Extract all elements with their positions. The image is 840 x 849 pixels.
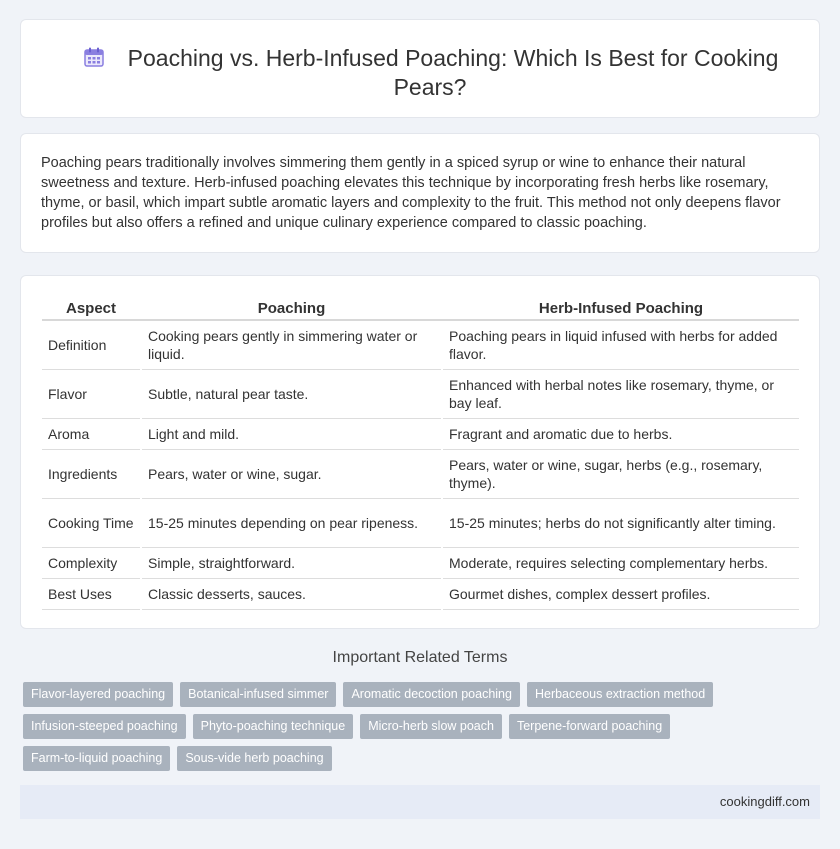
related-terms-title: Important Related Terms: [332, 649, 508, 666]
related-term-tag[interactable]: Terpene-forward poaching: [509, 714, 670, 739]
related-term-tag[interactable]: Botanical-infused simmer: [180, 682, 336, 707]
cell-poaching: Simple, straightforward.: [141, 547, 442, 578]
footer-site-link[interactable]: cookingdiff.com: [719, 794, 810, 809]
cell-herb-infused: Fragrant and aromatic due to herbs.: [442, 418, 799, 449]
related-term-tag[interactable]: Herbaceous extraction method: [527, 682, 713, 707]
related-term-tag[interactable]: Phyto-poaching technique: [193, 714, 354, 739]
intro-paragraph: Poaching pears traditionally involves simmering them gently in a spiced syrup or wine to enhance their natural sweetness and texture. Herb-infused poaching elevates this technique by incorporating fresh herbs like rosemary, thyme, or basil, which impart subtle aromatic layers and complexity to the fruit. This method not only deepens flavor profiles but also offers a refined and unique culinary experience compared to classic poaching.: [41, 155, 781, 231]
table-row: [42, 578, 799, 609]
cell-poaching: Pears, water or wine, sugar.: [141, 449, 442, 498]
cell-aspect: Definition: [42, 320, 141, 369]
table-header-row: [42, 294, 799, 320]
cell-aspect: Best Uses: [42, 578, 141, 609]
page-title: Poaching vs. Herb-Infused Poaching: Which Is Best for Cooking Pears?: [127, 45, 779, 100]
related-term-tag[interactable]: Infusion-steeped poaching: [23, 714, 186, 739]
cell-poaching: 15-25 minutes depending on pear ripeness.: [141, 498, 442, 547]
cell-aspect: Flavor: [42, 369, 141, 418]
cell-aspect: Aroma: [42, 418, 141, 449]
related-term-tag[interactable]: Micro-herb slow poach: [360, 714, 502, 739]
table-row: [42, 369, 799, 418]
related-term-tag[interactable]: Farm-to-liquid poaching: [23, 746, 170, 771]
comparison-card: [20, 275, 820, 629]
table-row: [42, 320, 799, 369]
cell-poaching: Light and mild.: [141, 418, 442, 449]
cell-herb-infused: Poaching pears in liquid infused with herbs for added flavor.: [442, 320, 799, 369]
related-term-tag[interactable]: Flavor-layered poaching: [23, 682, 173, 707]
header-card: [20, 19, 820, 118]
cell-aspect: Cooking Time: [42, 498, 141, 547]
cell-herb-infused: 15-25 minutes; herbs do not significantly alter timing.: [442, 498, 799, 547]
cell-herb-infused: Moderate, requires selecting complementary herbs.: [442, 547, 799, 578]
comparison-table: [42, 294, 799, 610]
cell-aspect: Ingredients: [42, 449, 141, 498]
header-aspect: Aspect: [42, 294, 141, 320]
intro-card: [20, 133, 820, 253]
page-title-wrap: [61, 44, 799, 102]
related-term-tag[interactable]: Aromatic decoction poaching: [343, 682, 520, 707]
cell-herb-infused: Gourmet dishes, complex dessert profiles.: [442, 578, 799, 609]
cell-aspect: Complexity: [42, 547, 141, 578]
cell-herb-infused: Pears, water or wine, sugar, herbs (e.g., rosemary, thyme).: [442, 449, 799, 498]
cell-poaching: Classic desserts, sauces.: [141, 578, 442, 609]
cell-poaching: Cooking pears gently in simmering water or liquid.: [141, 320, 442, 369]
table-row: [42, 449, 799, 498]
cell-herb-infused: Enhanced with herbal notes like rosemary, thyme, or bay leaf.: [442, 369, 799, 418]
cell-poaching: Subtle, natural pear taste.: [141, 369, 442, 418]
header-poaching: Poaching: [141, 294, 442, 320]
footer: [20, 785, 820, 819]
table-row: [42, 498, 799, 547]
related-terms-list: [23, 682, 813, 778]
header-herb-infused: Herb-Infused Poaching: [442, 294, 799, 320]
calendar-icon: [82, 45, 106, 69]
table-row: [42, 418, 799, 449]
related-term-tag[interactable]: Sous-vide herb poaching: [177, 746, 331, 771]
table-row: [42, 547, 799, 578]
